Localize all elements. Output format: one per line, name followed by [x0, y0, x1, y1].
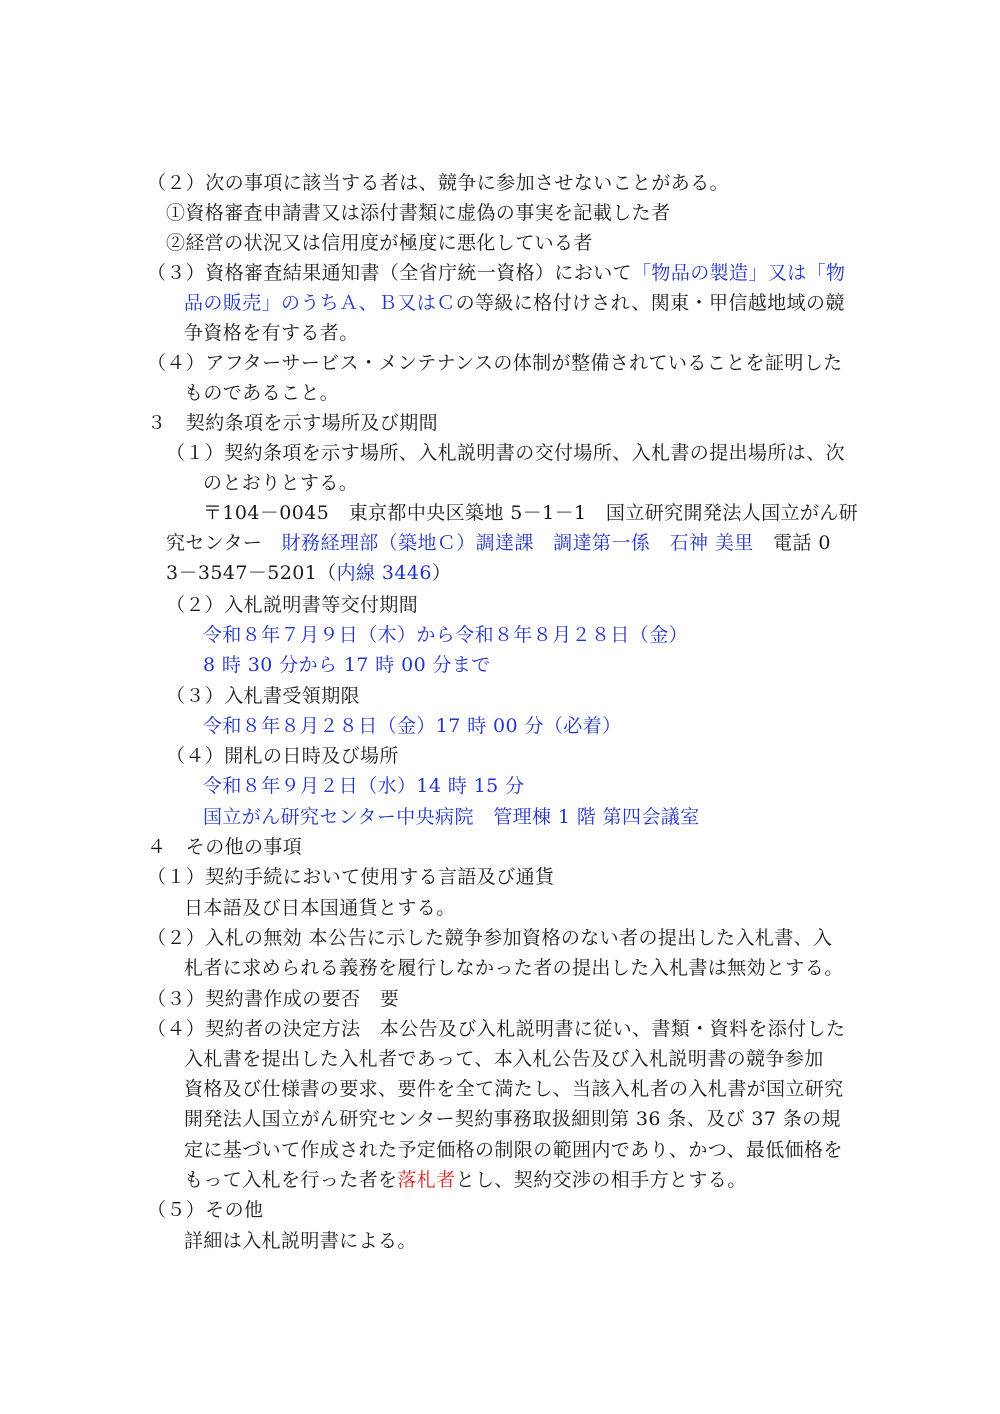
highlight-text: 国立がん研究センター中央病院 管理棟 1 階 第四会議室	[203, 806, 700, 828]
text-segment: 電話 0	[753, 532, 831, 554]
text-line	[184, 1226, 417, 1256]
highlight-text: 内線 3446	[336, 562, 432, 584]
text-segment: ３ 契約条項を示す場所及び期間	[147, 412, 439, 434]
venue-line	[203, 802, 700, 832]
text-line	[184, 288, 845, 318]
section-heading	[147, 832, 302, 862]
emphasis-text: 落札者	[397, 1169, 456, 1191]
text-segment: 〒104－0045 東京都中央区築地 5－1－1 国立研究開発法人国立がん研	[203, 502, 859, 524]
text-line	[184, 1074, 844, 1104]
text-line	[184, 953, 844, 983]
deadline-line	[203, 711, 621, 741]
time-line	[203, 650, 491, 680]
text-segment: 詳細は入札説明書による。	[184, 1230, 417, 1252]
text-line	[166, 590, 418, 620]
text-line	[184, 1104, 841, 1134]
text-line	[166, 741, 399, 771]
phone-line	[166, 558, 451, 588]
text-segment: とし、契約交渉の相手方とする。	[455, 1169, 747, 1191]
text-line	[147, 258, 845, 288]
text-segment: （２）次の事項に該当する者は、競争に参加させないことがある。	[147, 172, 730, 194]
text-segment: （２）入札説明書等交付期間	[166, 594, 419, 616]
text-segment: 争資格を有する者。	[184, 322, 359, 344]
text-segment: （４）アフターサービス・メンテナンスの体制が整備されていることを証明した	[147, 352, 843, 374]
text-segment: 日本語及び日本国通貨とする。	[184, 897, 456, 919]
highlight-text: 財務経理部（築地Ｃ）調達課 調達第一係 石神 美里	[281, 532, 754, 554]
text-line	[147, 168, 729, 198]
text-line	[147, 1014, 845, 1044]
text-segment: の等級に格付けされ、関東・甲信越地域の競	[455, 292, 845, 314]
text-line	[184, 893, 456, 923]
highlight-text: 令和８年８月２８日（金）17 時 00 分（必着）	[203, 715, 622, 737]
text-line	[184, 318, 359, 348]
text-line	[147, 984, 399, 1014]
text-segment: ものであること。	[184, 382, 340, 404]
text-segment: （３）入札書受領期限	[166, 685, 361, 707]
text-segment: ①資格審査申請書又は添付書類に虚偽の事実を記載した者	[166, 202, 671, 224]
text-segment: 定に基づいて作成された予定価格の制限の範囲内であり、かつ、最低価格を	[184, 1139, 843, 1161]
address-line	[203, 498, 858, 528]
date-line	[203, 771, 524, 801]
text-segment: ②経営の状況又は信用度が極度に悪化している者	[166, 232, 593, 254]
text-segment: 入札書を提出した入札者であって、本入札公告及び入札説明書の競争参加	[184, 1048, 824, 1070]
text-segment: （３）契約書作成の要否 要	[147, 988, 400, 1010]
text-line	[203, 468, 358, 498]
highlight-text: 「物品の製造」又は「物	[632, 262, 846, 284]
text-line	[166, 438, 845, 468]
text-segment: 資格及び仕様書の要求、要件を全て満たし、当該入札者の入札書が国立研究	[184, 1078, 844, 1100]
text-segment: ４ その他の事項	[147, 836, 303, 858]
text-line	[184, 1165, 747, 1195]
text-segment: 3－3547－5201（	[166, 562, 337, 584]
highlight-text: 品の販売」のうちＡ、Ｂ又はＣ	[184, 292, 456, 314]
highlight-text: 令和８年９月２日（水）14 時 15 分	[203, 775, 525, 797]
section-heading	[147, 408, 438, 438]
text-segment: （１）契約手続において使用する言語及び通貨	[147, 866, 555, 888]
text-segment: もって入札を行った者を	[184, 1169, 398, 1191]
text-segment: 札者に求められる義務を履行しなかった者の提出した入札書は無効とする。	[184, 957, 844, 979]
contact-line	[166, 528, 831, 558]
text-line	[147, 862, 554, 892]
highlight-text: 8 時 30 分から 17 時 00 分まで	[203, 654, 491, 676]
text-segment: ）	[431, 562, 452, 584]
text-segment: （５）その他	[147, 1199, 264, 1221]
text-segment: （２）入札の無効 本公告に示した競争参加資格のない者の提出した入札書、入	[147, 927, 833, 949]
text-line	[184, 1044, 824, 1074]
text-line	[184, 378, 339, 408]
text-line	[166, 681, 360, 711]
date-line	[203, 620, 688, 650]
text-line	[147, 1195, 263, 1225]
text-segment: 開発法人国立がん研究センター契約事務取扱細則第 36 条、及び 37 条の規	[184, 1108, 841, 1130]
highlight-text: 令和８年７月９日（木）から令和８年８月２８日（金）	[203, 624, 689, 646]
text-segment: 究センター	[166, 532, 282, 554]
text-segment: （４）開札の日時及び場所	[166, 745, 399, 767]
text-segment: （１）契約条項を示す場所、入札説明書の交付場所、入札書の提出場所は、次	[166, 442, 846, 464]
text-line	[166, 198, 670, 228]
text-line	[147, 348, 843, 378]
text-segment: のとおりとする。	[203, 472, 359, 494]
text-line	[147, 923, 832, 953]
text-line	[166, 228, 593, 258]
text-line	[184, 1135, 843, 1165]
text-segment: （４）契約者の決定方法 本公告及び入札説明書に従い、書類・資料を添付した	[147, 1018, 846, 1040]
text-segment: （３）資格審査結果通知書（全省庁統一資格）において	[147, 262, 633, 284]
